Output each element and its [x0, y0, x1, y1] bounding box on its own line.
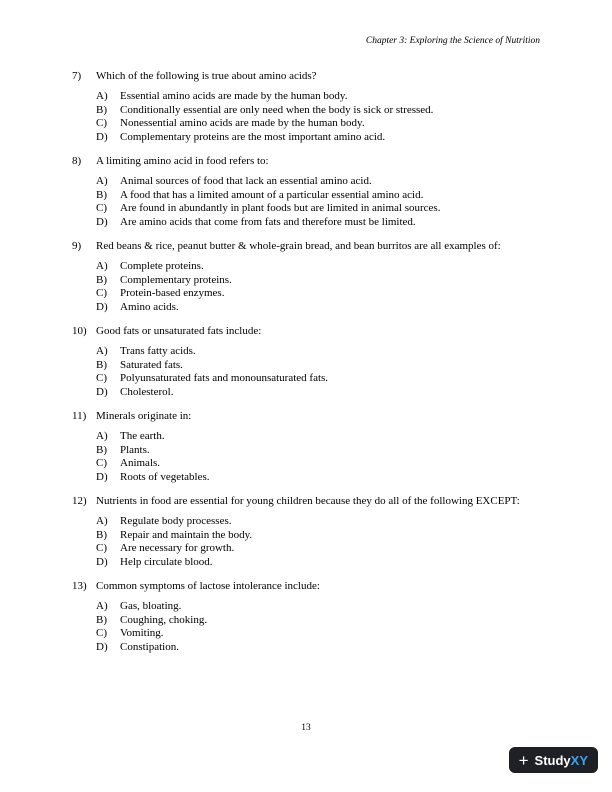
question-number: 10) — [72, 325, 87, 337]
answer-option — [96, 189, 542, 203]
answer-option — [96, 386, 542, 400]
option-letter: A) — [96, 345, 108, 357]
option-letter: B) — [96, 443, 107, 456]
option-letter: C) — [96, 372, 107, 384]
option-letter: A) — [96, 90, 108, 102]
answer-option — [96, 614, 542, 628]
option-text: Constipation. — [120, 640, 179, 653]
option-text: Are necessary for growth. — [120, 542, 235, 554]
option-letter: D) — [96, 130, 108, 143]
option-text: Cholesterol. — [120, 385, 174, 398]
option-text: Coughing, choking. — [120, 613, 208, 626]
answer-option — [96, 444, 542, 458]
question-number: 9) — [72, 240, 82, 252]
question-number: 7) — [72, 70, 82, 82]
option-letter: B) — [96, 528, 107, 541]
option-text: Animal sources of food that lack an essential amino acid. — [120, 175, 372, 187]
option-letter: C) — [96, 117, 107, 129]
option-letter: C) — [96, 457, 107, 469]
option-text: Help circulate blood. — [120, 555, 213, 568]
badge-logo-text — [535, 753, 588, 768]
option-text: Saturated fats. — [120, 358, 183, 371]
question-item — [72, 580, 542, 654]
question-number: 13) — [72, 580, 87, 592]
option-text: Complete proteins. — [120, 260, 204, 272]
badge-word-xy: XY — [570, 752, 588, 768]
question-stem — [72, 70, 542, 83]
question-number: 8) — [72, 155, 82, 167]
option-text: Amino acids. — [120, 300, 179, 313]
option-text: Animals. — [120, 457, 161, 469]
option-letter: B) — [96, 358, 107, 371]
option-letter: C) — [96, 542, 107, 554]
answer-option — [96, 90, 542, 104]
studyxy-badge[interactable] — [509, 747, 598, 773]
option-text: Gas, bloating. — [120, 600, 182, 612]
option-text: Conditionally essential are only need when the body is sick or stressed. — [120, 103, 434, 116]
option-letter: A) — [96, 260, 108, 272]
option-letter: B) — [96, 103, 107, 116]
question-stem — [72, 240, 542, 253]
option-letter: A) — [96, 515, 108, 527]
answer-option — [96, 260, 542, 274]
answer-option — [96, 301, 542, 315]
answer-option — [96, 430, 542, 444]
option-text: A food that has a limited amount of a particular essential amino acid. — [120, 188, 424, 201]
answer-options — [96, 345, 542, 399]
option-text: Protein-based enzymes. — [120, 287, 225, 299]
answer-option — [96, 345, 542, 359]
answer-options — [96, 90, 542, 144]
question-text: Which of the following is true about amino acids? — [96, 70, 317, 82]
answer-option — [96, 641, 542, 655]
question-stem — [72, 410, 542, 423]
option-text: The earth. — [120, 430, 165, 442]
answer-options — [96, 175, 542, 229]
question-stem — [72, 325, 542, 338]
option-letter: C) — [96, 202, 107, 214]
option-letter: B) — [96, 613, 107, 626]
option-letter: D) — [96, 215, 108, 228]
option-letter: D) — [96, 555, 108, 568]
question-text: Good fats or unsaturated fats include: — [96, 325, 262, 337]
option-text: Essential amino acids are made by the human body. — [120, 90, 348, 102]
answer-option — [96, 175, 542, 189]
answer-option — [96, 372, 542, 386]
answer-option — [96, 202, 542, 216]
running-header: Chapter 3: Exploring the Science of Nutrition — [365, 36, 540, 46]
answer-option — [96, 529, 542, 543]
question-stem — [72, 155, 542, 168]
question-text: Red beans & rice, peanut butter & whole-grain bread, and bean burritos are all examples of: — [96, 240, 501, 252]
question-item — [72, 240, 542, 314]
option-letter: B) — [96, 273, 107, 286]
answer-option — [96, 600, 542, 614]
answer-option — [96, 556, 542, 570]
plus-icon: + — [518, 750, 529, 770]
option-letter: C) — [96, 627, 107, 639]
option-text: Vomiting. — [120, 627, 164, 639]
answer-option — [96, 515, 542, 529]
option-text: Roots of vegetables. — [120, 470, 210, 483]
answer-option — [96, 627, 542, 641]
question-text: Nutrients in food are essential for young children because they do all of the following EXCEPT: — [96, 495, 520, 507]
option-letter: A) — [96, 175, 108, 187]
badge-word-study: Study — [534, 752, 571, 768]
question-stem — [72, 495, 542, 508]
option-text: Regulate body processes. — [120, 515, 232, 527]
answer-option — [96, 104, 542, 118]
option-text: Complementary proteins are the most important amino acid. — [120, 130, 386, 143]
option-text: Nonessential amino acids are made by the human body. — [120, 117, 365, 129]
answer-options — [96, 260, 542, 314]
answer-option — [96, 542, 542, 556]
question-text: A limiting amino acid in food refers to: — [96, 155, 269, 167]
option-text: Are amino acids that come from fats and therefore must be limited. — [120, 215, 416, 228]
question-stem — [72, 580, 542, 593]
question-item — [72, 410, 542, 484]
page-number: 13 — [301, 723, 311, 733]
question-text: Common symptoms of lactose intolerance include: — [96, 580, 320, 592]
answer-options — [96, 515, 542, 569]
option-text: Plants. — [120, 443, 150, 456]
answer-option — [96, 117, 542, 131]
question-text: Minerals originate in: — [96, 410, 192, 422]
answer-option — [96, 457, 542, 471]
answer-option — [96, 216, 542, 230]
option-text: Trans fatty acids. — [120, 345, 196, 357]
answer-option — [96, 274, 542, 288]
question-number: 11) — [72, 410, 87, 422]
option-text: Polyunsaturated fats and monounsaturated fats. — [120, 372, 329, 384]
option-letter: A) — [96, 600, 108, 612]
option-text: Repair and maintain the body. — [120, 528, 253, 541]
answer-option — [96, 359, 542, 373]
question-item — [72, 495, 542, 569]
option-letter: D) — [96, 470, 108, 483]
answer-option — [96, 131, 542, 145]
option-text: Are found in abundantly in plant foods but are limited in animal sources. — [120, 202, 441, 214]
question-item — [72, 155, 542, 229]
option-letter: D) — [96, 300, 108, 313]
option-letter: D) — [96, 640, 108, 653]
answer-option — [96, 287, 542, 301]
question-item — [72, 325, 542, 399]
question-item — [72, 70, 542, 144]
answer-options — [96, 430, 542, 484]
option-letter: D) — [96, 385, 108, 398]
option-letter: B) — [96, 188, 107, 201]
answer-options — [96, 600, 542, 654]
option-letter: C) — [96, 287, 107, 299]
option-letter: A) — [96, 430, 108, 442]
option-text: Complementary proteins. — [120, 273, 232, 286]
question-list — [72, 70, 542, 665]
answer-option — [96, 471, 542, 485]
question-number: 12) — [72, 495, 87, 507]
